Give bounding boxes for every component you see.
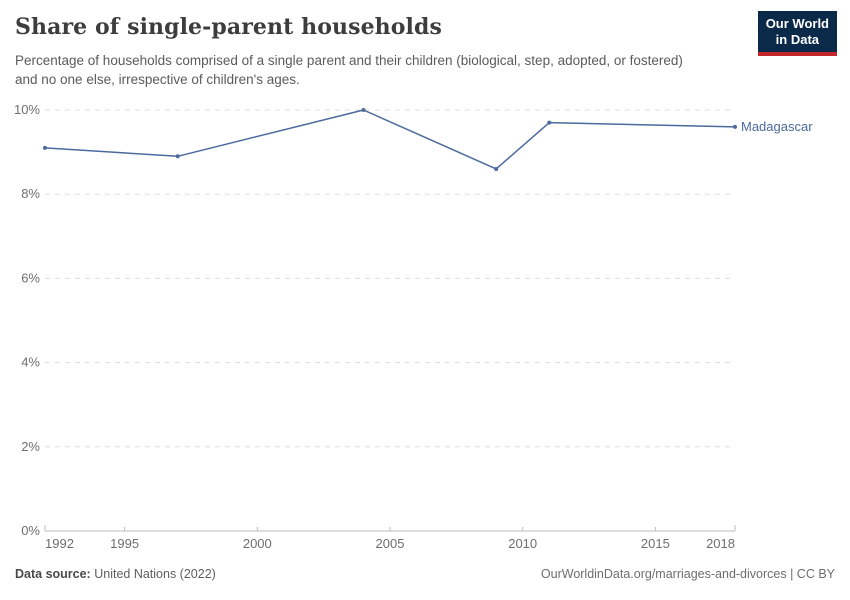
owid-logo-line2: in Data xyxy=(775,32,820,48)
data-point xyxy=(361,108,365,112)
x-axis-tick-label: 2000 xyxy=(242,536,272,551)
page-title: Share of single-parent households xyxy=(15,14,442,40)
y-axis-tick-label: 0% xyxy=(21,523,40,538)
series-line-madagascar xyxy=(45,110,735,169)
x-axis-tick-label: 1992 xyxy=(45,536,74,551)
chart-subtitle: Percentage of households comprised of a single parent and their children (biological, step, adopted, or fostered) and no one else, irrespective of children's ages. xyxy=(15,53,683,87)
y-axis-tick-label: 10% xyxy=(13,102,40,117)
x-axis-tick-label: 2018 xyxy=(706,536,735,551)
data-source xyxy=(15,567,216,581)
y-axis-tick-label: 2% xyxy=(21,438,40,454)
x-axis-tick-label: 1995 xyxy=(110,536,140,551)
data-point xyxy=(43,146,47,150)
series-label-madagascar: Madagascar xyxy=(741,118,813,134)
x-axis-tick-label: 2010 xyxy=(508,536,538,551)
owid-citation-link[interactable]: OurWorldinData.org/marriages-and-divorces | CC BY xyxy=(540,567,835,581)
data-point xyxy=(547,121,551,125)
y-axis-tick-label: 6% xyxy=(21,270,40,286)
owid-logo-line1: Our World xyxy=(765,16,829,31)
data-point xyxy=(176,154,180,158)
x-axis-tick-label: 2005 xyxy=(375,536,405,551)
data-point xyxy=(494,167,498,171)
y-axis-tick-label: 4% xyxy=(21,354,40,370)
data-source-label: Data source: xyxy=(15,567,91,581)
y-axis-tick-label: 8% xyxy=(21,186,40,202)
x-axis-tick-label: 2015 xyxy=(640,536,670,551)
data-source-value: United Nations (2022) xyxy=(94,567,216,581)
data-point xyxy=(733,125,737,129)
chart-footer xyxy=(15,567,835,581)
